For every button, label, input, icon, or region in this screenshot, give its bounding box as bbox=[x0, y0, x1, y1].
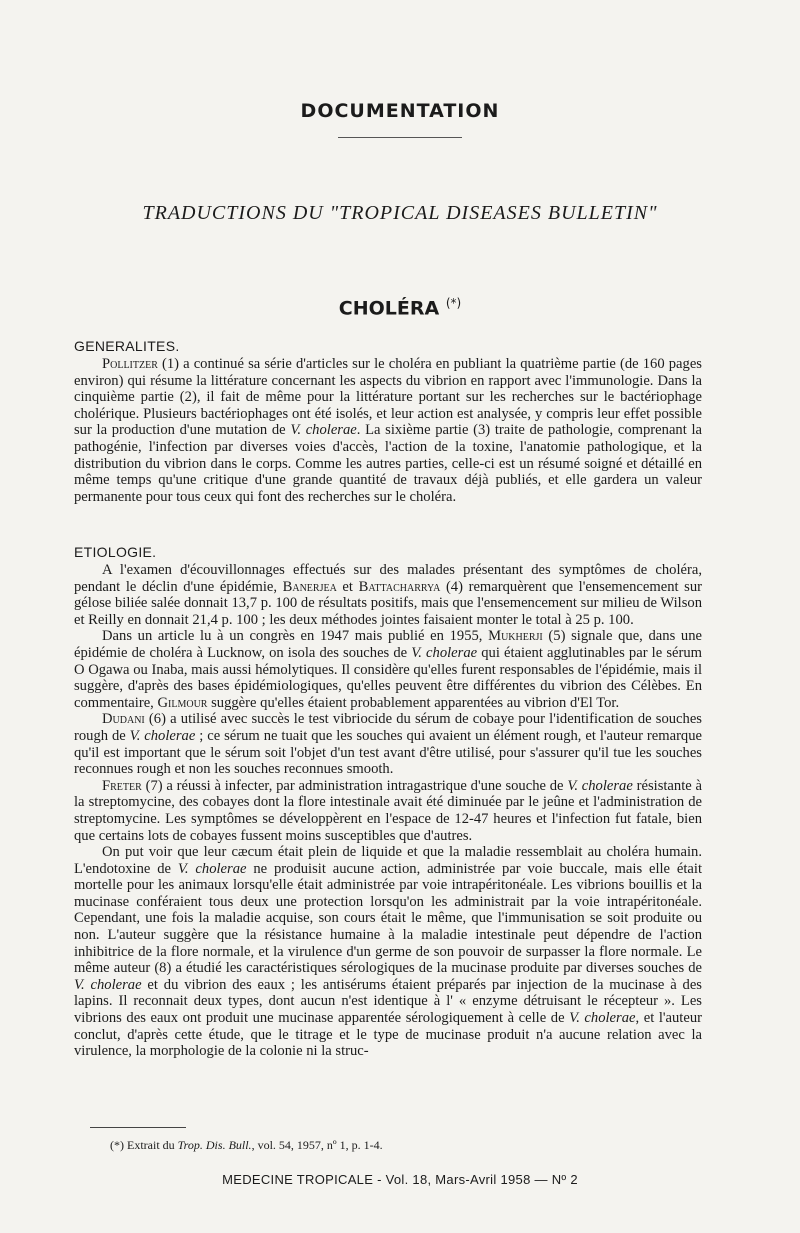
body-generalites bbox=[74, 356, 702, 505]
author-name: Gilmour bbox=[157, 694, 208, 711]
paragraph-text: (7) a réussi à infecter, par administration intragastrique d'une souche de bbox=[141, 777, 568, 794]
journal-name: Trop. Dis. Bull. bbox=[177, 1138, 252, 1152]
header-divider bbox=[338, 137, 462, 138]
article-title-text: CHOLÉRA bbox=[338, 297, 440, 320]
footnote-mark: (*) bbox=[110, 1138, 124, 1152]
paragraph-text: (6) a utilisé avec succès le test vibriocide du sérum de cobaye pour l'identification de souches rough de bbox=[74, 711, 702, 744]
heading-etiologie: ETIOLOGIE. bbox=[74, 544, 157, 560]
paragraph-text: et du vibrion des eaux ; les antisérums étaient préparés par injection de la mucinase à des lapins. Il reconnait deux types, dont aucun n'est identique à l' « enzyme détruisant le récepteur ». Les vibrions des eaux ont produit une mucinase apparentée sérologiquement à celle de bbox=[74, 976, 702, 1027]
species-name: V. cholerae bbox=[129, 727, 196, 744]
paragraph-text: (4) remarquèrent que l'ensemencement sur gélose biliée salée donnait 13,7 p. 100 de résultats positifs, mais que l'ensemencement sur milieu de Wilson et Reilly en donnait 21,4 p. 100 ; les deux méthodes jointes faisaient monter le total à 25 p. 100. bbox=[74, 578, 703, 628]
author-name: Mukherji bbox=[488, 628, 543, 645]
footnote-text: Extrait du bbox=[124, 1138, 178, 1152]
heading-generalites: GENERALITES. bbox=[74, 338, 180, 354]
paragraph-text: (1) a continué sa série d'articles sur le choléra en publiant la quatrième partie (de 160 pages environ) qui résume la littérature concernant les aspects du vibrion en rapport avec l'immunologie. Dans la cinquième partie (2), il fait de même pour la littérature portant sur les recherches sur le bactériophage cholérique. Plusieurs bactériophages ont été isolés, et leur action est analysée, y compris leur effet possible sur la production d'une mutation de bbox=[74, 356, 702, 439]
paragraph-text: Dans un article lu à un congrès en 1947 mais publié en 1955, bbox=[102, 628, 489, 645]
footnote-text: , vol. 54, 1957, nº 1, p. 1-4. bbox=[251, 1138, 383, 1152]
footnote bbox=[110, 1138, 383, 1153]
footnote-divider bbox=[90, 1127, 186, 1128]
paragraph-text: suggère qu'elles étaient probablement apparentées au vibrion d'El Tor. bbox=[207, 694, 620, 711]
paragraph bbox=[74, 778, 702, 844]
page-subtitle: TRADUCTIONS DU "TROPICAL DISEASES BULLETIN" bbox=[142, 202, 658, 224]
footnote-mark: (*) bbox=[445, 296, 462, 310]
species-name: V. cholerae bbox=[411, 644, 478, 661]
author-name: Dudani bbox=[102, 711, 145, 728]
paragraph-text: qui étaient agglutinables par le sérum O Ogawa ou Inaba, mais aussi hémolytiques. Il considère qu'elles furent responsables de l'épidémie, mais il suggère, d'après des bases épidémiologiques, qu'elles peuvent être différentes du vibrion des Célèbes. En commentaire, bbox=[74, 644, 702, 711]
paragraph-text: résistante à la streptomycine, des cobayes dont la flore intestinale avait été diminuée par le jeûne et l'administration de streptomycine. Les symptômes se développèrent en l'espace de 12-47 heures et l'infection fut fatale, bien que certains lots de cobayes fussent moins susceptibles que d'autres. bbox=[74, 777, 702, 844]
author-name: Battacharrya bbox=[358, 578, 441, 595]
species-name: V. cholerae bbox=[290, 422, 357, 439]
paragraph-text: (5) signale que, dans une épidémie de choléra à Lucknow, on isola des souches de bbox=[74, 628, 702, 661]
article-title bbox=[0, 296, 800, 319]
species-name: V. cholerae bbox=[567, 777, 633, 794]
paragraph bbox=[74, 711, 702, 777]
author-name: Freter bbox=[102, 777, 142, 794]
paragraph-text: ; ce sérum ne tuait que les souches qui avaient un élément rough, et l'auteur remarque qu'il est important que le sérum soit l'objet d'un test avant d'être utilisé, pour s'assurer qu'il tue les souches reconnues rough et non les souches reconnues smooth. bbox=[74, 727, 702, 778]
author-name: Pollitzer bbox=[102, 356, 158, 372]
section-header: DOCUMENTATION bbox=[300, 100, 500, 122]
species-name: V. cholerae bbox=[74, 976, 142, 993]
paragraph-text: et bbox=[336, 578, 359, 595]
species-name: V. cholerae bbox=[177, 860, 247, 877]
paragraph-text: . La sixième partie (3) traite de pathologie, comprenant la pathogénie, l'infection par diverses voies d'accès, l'action de la toxine, l'anatomie pathologique, et la distribution du vibrion dans le corps. Comme les autres parties, celle-ci est un résumé soigné et détaillé en même temps qu'une critique d'une grande quantité de travaux déjà publiés, et elle gardera un valeur permanente pour tous ceux qui font des recherches sur le choléra. bbox=[74, 422, 702, 505]
body-etiologie bbox=[74, 562, 702, 1060]
species-name: V. cholerae bbox=[569, 1010, 636, 1027]
paragraph bbox=[74, 562, 702, 628]
paragraph bbox=[74, 628, 702, 711]
page-footer: MEDECINE TROPICALE - Vol. 18, Mars-Avril 1958 — Nº 2 bbox=[222, 1172, 578, 1187]
author-name: Banerjea bbox=[282, 578, 337, 595]
paragraph bbox=[74, 356, 702, 505]
paragraph-text: ne produisit aucune action, administrée par voie buccale, mais elle était mortelle pour les animaux lorsqu'elle était administrée par voie intrapéritonéale. Les vibrions bouillis et la mucinase conféraient tous deux une protection lorsqu'on les administrait par la voie intrapéritonéale. Cependant, une fois la maladie acquise, son cours était le même, que l'immunisation se soit produite ou non. L'auteur suggère que la résistance humaine à la maladie intestinale peut dépendre de l'action inhibitrice de la flore normale, et la virulence d'un germe de son pouvoir de surpasser la flore normale. Le même auteur (8) a étudié les caractéristiques sérologiques de la mucinase produite par diverses souches de bbox=[74, 860, 703, 977]
paragraph-text: A l'examen d'écouvillonnages effectués sur des malades présentant des symptômes de choléra, pendant le déclin d'une épidémie, bbox=[74, 562, 702, 595]
paragraph-text: On put voir que leur cæcum était plein de liquide et que la maladie ressemblait au choléra humain. L'endotoxine de bbox=[74, 844, 702, 877]
paragraph-text: , et l'auteur conclut, d'après cette étude, que le titrage et le type de mucinase produit n'a aucune relation avec la virulence, la morphologie de la colonie ni la struc- bbox=[74, 1010, 702, 1060]
paragraph bbox=[74, 844, 702, 1060]
